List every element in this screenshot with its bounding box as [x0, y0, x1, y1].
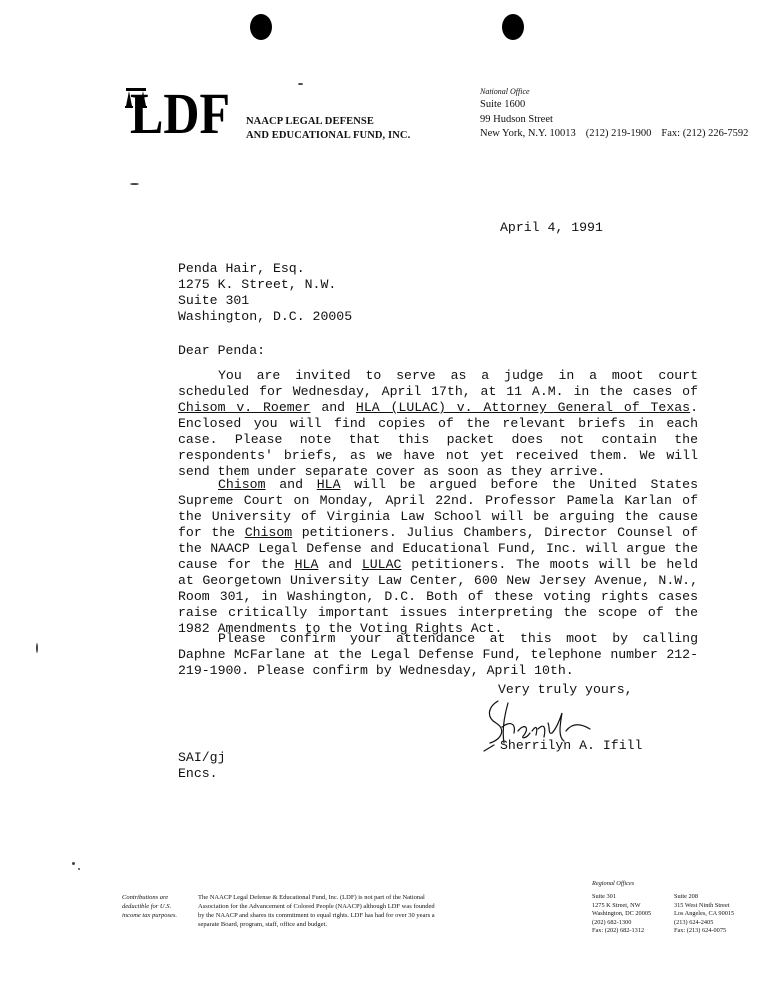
- scan-speck: [72, 862, 75, 865]
- case-name-chisom: Chisom: [218, 477, 266, 492]
- address-line: Suite 301: [178, 293, 250, 308]
- office-city: New York, N.Y. 10013: [480, 128, 576, 139]
- dc-office-line: Suite 301: [592, 893, 616, 900]
- p1-text-b: and: [310, 400, 356, 415]
- punch-hole-right: [502, 14, 524, 40]
- office-street: 99 Hudson Street: [480, 113, 553, 125]
- ldf-logo: [126, 81, 234, 146]
- case-name-chisom-roemer: Chisom v. Roemer: [178, 400, 311, 415]
- p2-text-e: petitioners. The moots will be held at Georgetown University Law Center, 600 New Jersey Avenue, N.W., Room 301, in Washington, D.C. Both of these voting rights cases raise critically important issues interpreting the scope of the 1982 Amendments to the Voting Rights Act.: [178, 557, 699, 636]
- enclosures-note: Encs.: [178, 766, 218, 781]
- organization-name: [246, 115, 410, 143]
- regional-offices-label: Regional Offices: [592, 880, 635, 887]
- office-fax: Fax: (212) 226-7592: [661, 128, 749, 139]
- scan-speck: [78, 868, 80, 870]
- la-office-line: Los Angeles, CA 90015: [674, 910, 735, 917]
- p2-text-c: petitioners. Julius Chambers, Director Counsel of the NAACP Legal Defense and Educational Fund, Inc. will argue the cause for the: [178, 525, 698, 572]
- closing: Very truly yours,: [498, 682, 633, 697]
- dc-office-line: Fax: (202) 682-1312: [592, 927, 645, 934]
- punch-hole-left: [250, 14, 272, 40]
- office-label: National Office: [480, 87, 530, 96]
- address-line: Washington, D.C. 20005: [178, 309, 353, 324]
- paragraph-1: [178, 368, 698, 480]
- letter-date: April 4, 1991: [500, 220, 603, 235]
- reference-initials: [178, 750, 225, 782]
- case-name-hla-lulac: HLA (LULAC) v. Attorney General of Texas: [355, 400, 691, 415]
- dc-office-line: Washington, DC 20005: [592, 910, 652, 917]
- typist-initials: SAI/gj: [178, 750, 226, 765]
- office-suite: Suite 1600: [480, 99, 526, 110]
- logo-lettering: LDF: [130, 81, 230, 146]
- la-office-line: 315 West Ninth Street: [674, 901, 730, 909]
- p2-text-a: and: [265, 477, 317, 492]
- address-line: Penda Hair, Esq.: [178, 261, 305, 276]
- salutation: Dear Penda:: [178, 343, 266, 358]
- paragraph-2: [178, 477, 698, 637]
- paragraph-3: [178, 631, 698, 679]
- national-office-block: [480, 86, 748, 142]
- ldf-disclaimer: The NAACP Legal Defense & Educational Fund, Inc. (LDF) is not part of the National Association for the Advancement of Colored People (NAACP) although LDF was founded by the NAACP and shares its commitment to equal rights. LDF has had for over 30 years a separate Board, program, staff, office and budget.: [198, 894, 435, 928]
- dc-office: [592, 893, 651, 936]
- case-name-hla: HLA: [316, 477, 341, 492]
- scan-speck: [130, 183, 139, 185]
- p1-text-c: . Enclosed you will find copies of the relevant briefs in each case. Please note that this packet does not contain the respondents' briefs, as we have not yet received them. We will send them under separate cover as soon as they arrive.: [178, 400, 698, 479]
- tax-deductible-note: Contributions are deductible for U.S. income tax purposes.: [122, 894, 178, 919]
- signer-name: Sherrilyn A. Ifill: [500, 738, 643, 753]
- la-office: [674, 893, 734, 936]
- p2-text-b: will be argued before the United States Supreme Court on Monday, April 22nd. Professor Pamela Karlan of the University of Virginia Law School will be arguing the cause for the: [178, 477, 698, 540]
- scan-speck: [36, 643, 38, 653]
- office-contact-line: [480, 127, 748, 142]
- case-name-lulac: LULAC: [361, 557, 402, 572]
- case-name-hla: HLA: [294, 557, 319, 572]
- la-office-line: (213) 624-2405: [674, 918, 714, 926]
- p3-text: Please confirm your attendance at this moot by calling Daphne McFarlane at the Legal Defense Fund, telephone number 212-219-1900. Please confirm by Wednesday, April 10th.: [178, 631, 698, 678]
- la-office-line: Fax: (213) 624-0075: [674, 927, 727, 934]
- address-line: 1275 K. Street, N.W.: [178, 277, 337, 292]
- dc-office-line: 1275 K Street, NW: [592, 901, 641, 909]
- case-name-chisom: Chisom: [244, 525, 293, 540]
- la-office-line: Suite 208: [674, 893, 698, 900]
- regional-offices: [592, 880, 735, 934]
- office-phone: (212) 219-1900: [585, 128, 652, 139]
- dc-office-line: (202) 682-1300: [592, 918, 632, 926]
- org-line-1: NAACP LEGAL DEFENSE: [246, 116, 374, 127]
- recipient-address: [178, 261, 352, 325]
- scan-speck: [298, 83, 303, 85]
- p1-text-a: You are invited to serve as a judge in a moot court scheduled for Wednesday, April 17th, at 11 A.M. in the cases of: [178, 368, 698, 399]
- org-line-2: AND EDUCATIONAL FUND, INC.: [246, 130, 411, 141]
- p2-text-d: and: [318, 557, 362, 572]
